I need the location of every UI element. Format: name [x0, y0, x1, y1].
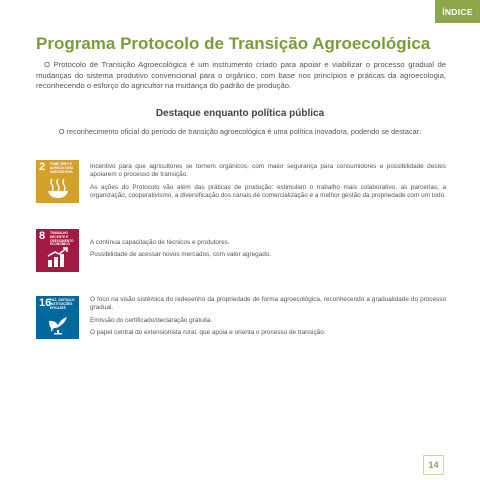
sdg-8-badge [36, 229, 79, 272]
highlight-paragraph: O papel central do extensionista rural, que apoia e orienta o processo de transição. [90, 328, 326, 336]
sdg-number: 8 [39, 230, 46, 242]
section-subtitle: Destaque enquanto política pública [155, 108, 325, 119]
page-number: 14 [423, 455, 444, 475]
sdg-2-badge [36, 160, 79, 203]
index-tab[interactable] [435, 0, 480, 23]
sdg-label: PAZ, JUSTIÇA E INSTITUIÇÕES EFICAZES [50, 298, 75, 310]
sdg-16-badge [36, 296, 79, 339]
growth-chart-icon [46, 246, 70, 268]
sdg-2-text [90, 163, 446, 204]
highlight-paragraph: Possibilidade de acessar novos mercados, com valor agregado. [90, 251, 272, 259]
sdg-8-text [90, 239, 446, 264]
sdg-16-text [90, 296, 446, 341]
index-label[interactable]: ÍNDICE [442, 6, 473, 17]
highlight-paragraph: A contínua capacitação de técnicos e produtores. [90, 239, 230, 246]
highlight-paragraph: O foco na visão sistêmica do redesenho da propriedade de forma agroecológica, reconhecendo a gradualidade do processo gradual. [90, 296, 446, 312]
dove-icon [46, 313, 70, 335]
highlight-paragraph: Incentivo para que agricultores se tornem orgânicos, com maior segurança para consumidores e possibilidade destes apoiarem o processo de transição. [90, 163, 446, 179]
sdg-label: FOME ZERO E AGRICULTURA SUSTENTÁVEL [50, 162, 74, 174]
sdg-number: 2 [39, 161, 46, 173]
sdg-label: TRABALHO DECENTE E CRESCIMENTO ECONÔMICO [50, 231, 74, 247]
page-title: Programa Protocolo de Transição Agroecológica [36, 34, 431, 53]
highlight-paragraph: Emissão do certificado/declaração gratuita. [90, 316, 213, 324]
highlight-paragraph: As ações do Protocolo vão além das práticas de produção: estimulam o trabalho mais colaborativo, as parcerias, a organização, cooperativismo, a diversificação dos canais de comercialização e a melhor gestão da propriedade com um todo. [90, 183, 446, 199]
bowl-icon [46, 177, 70, 199]
lead-paragraph: O reconhecimento oficial do período de transição agroecológica é uma política inovadora, podendo se destacar: [58, 127, 422, 136]
intro-paragraph: O Protocolo de Transição Agroecológica é um instrumento criado para apoiar e viabilizar o processo gradual de mudanças do sistema produtivo convencional para o orgânico, com base nos princípios e práticas da agroecologia, reconhecendo o esforço do agricultor na mudança do padrão de produção. [36, 60, 446, 91]
sdg-number: 16 [39, 297, 52, 309]
